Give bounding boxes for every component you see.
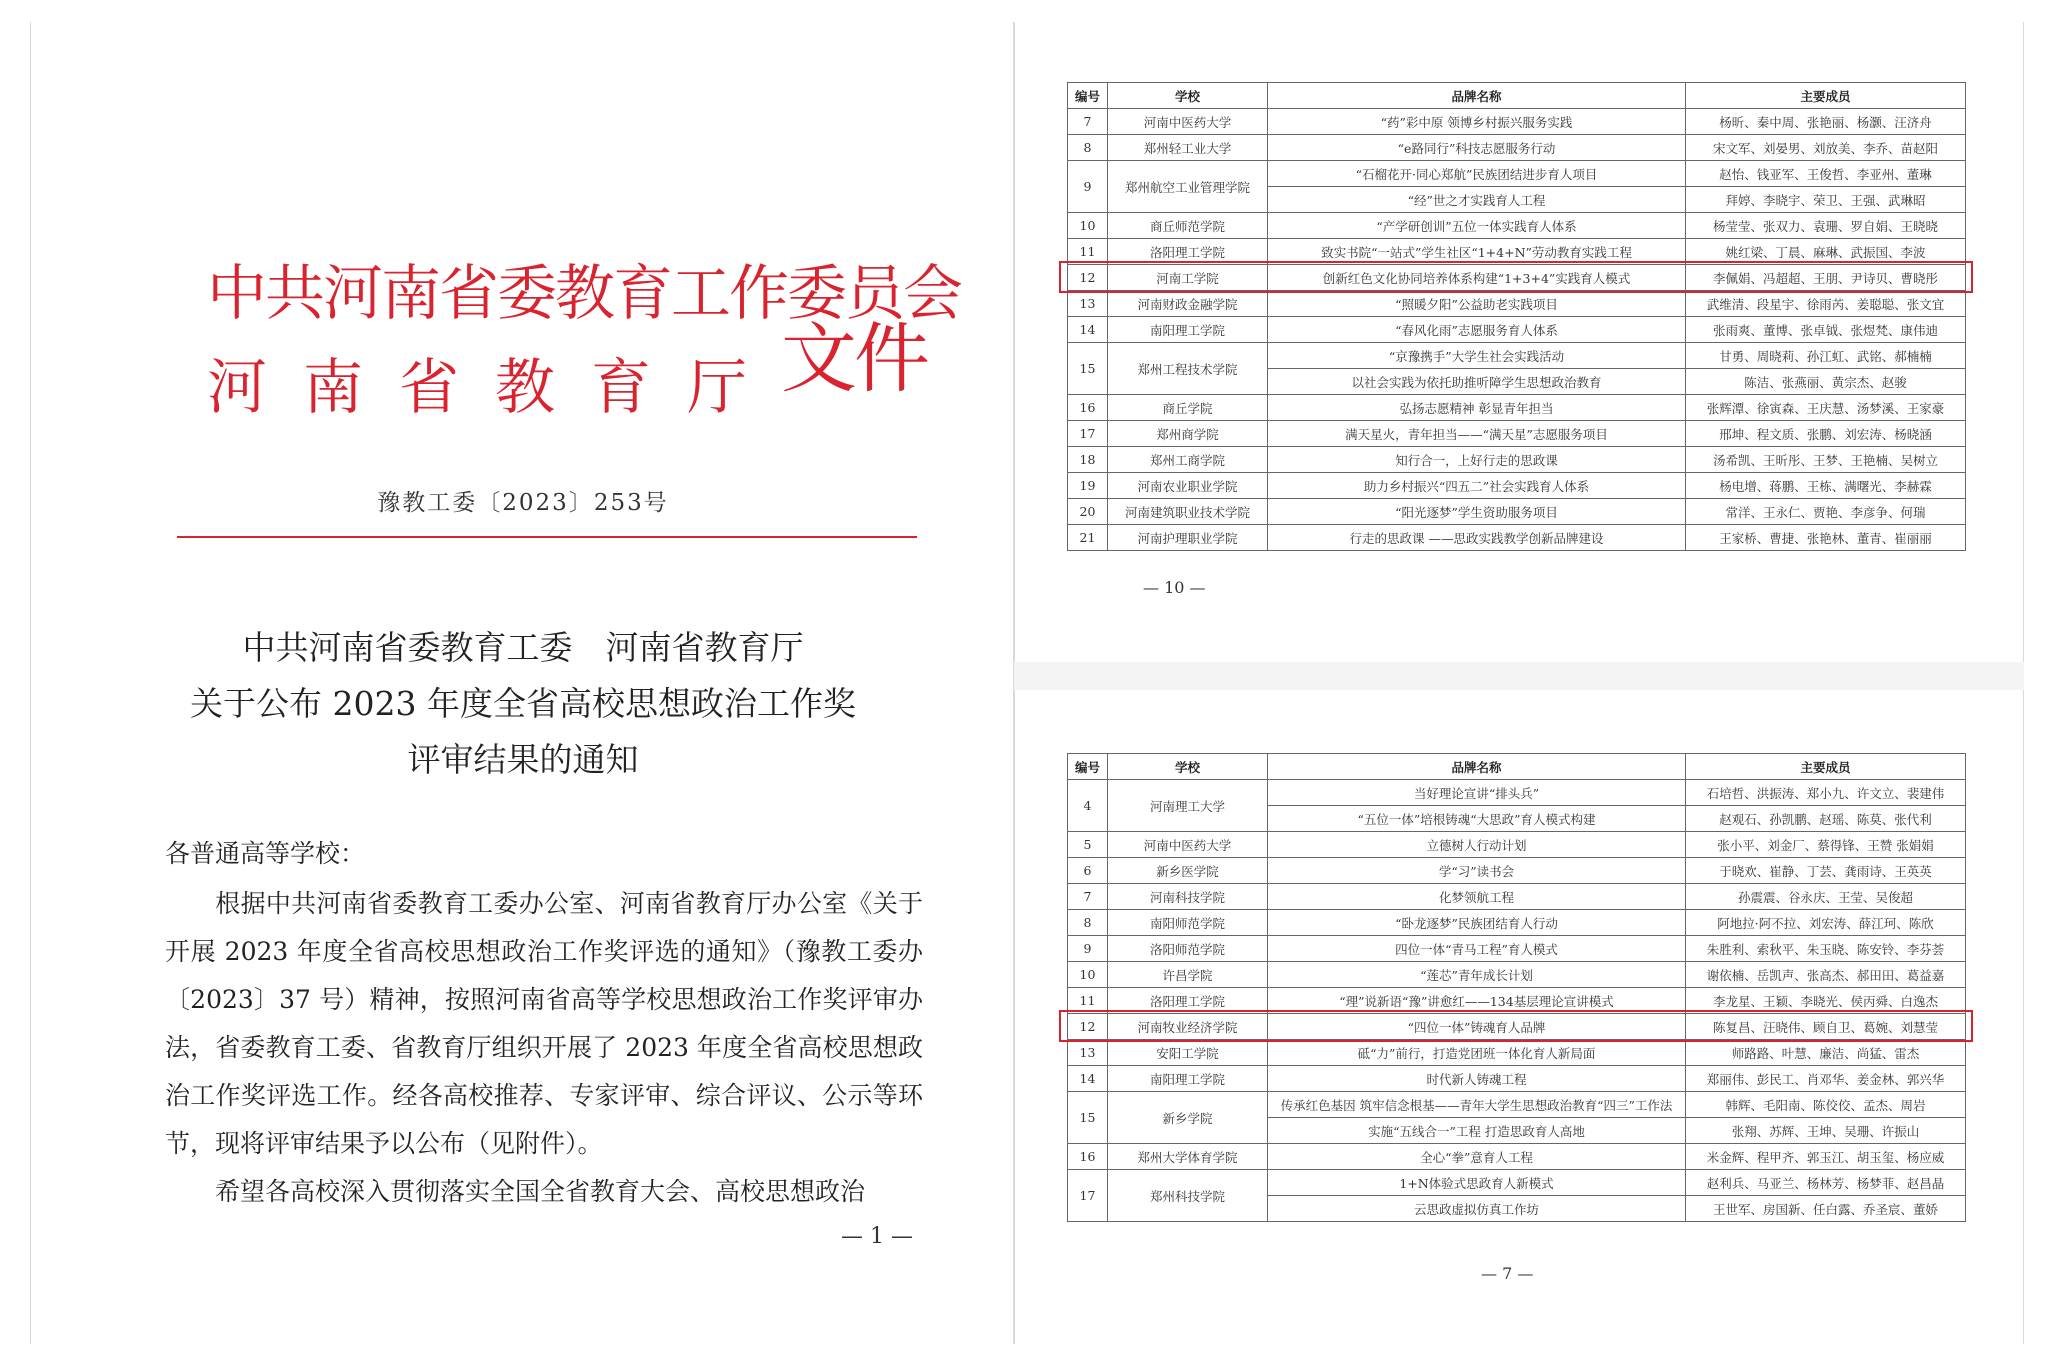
cell-number: 5 [1068,832,1108,858]
table-row [1068,395,1966,421]
cell-members: 于晓欢、崔静、丁芸、龚雨诗、王英英 [1686,858,1966,884]
cell-brand: “莲芯”青年成长计划 [1268,962,1686,988]
attachment-page-7 [1014,690,2024,1344]
body-paragraph-text: 根据中共河南省委教育工委办公室、河南省教育厅办公室《关于开展 2023 年度全省高校思想政治工作奖评选的通知》（豫教工委办〔2023〕37 号）精神，按照河南省高等学校思想政治工作奖评审办法，省委教育工委、省教育厅组织开展了 2023 年度全省高校思想政治工作奖评选工作。经各高校推荐、专家评审、综合评议、公示等环节，现将评审结果予以公布（见附件）。 [165,889,923,1158]
cell-school: 郑州大学体育学院 [1108,1144,1268,1170]
table-row [1068,525,1966,551]
cell-number: 9 [1068,936,1108,962]
table-row [1068,988,1966,1014]
cell-brand: “五位一体”培根铸魂“大思政”育人模式构建 [1268,806,1686,832]
cell-members: 张翔、苏辉、王坤、吴珊、许振山 [1686,1118,1966,1144]
table-row [1068,936,1966,962]
document-title-line-3: 评审结果的通知 [407,740,639,779]
table-row [1068,1040,1966,1066]
cell-brand: 满天星火，青年担当——“满天星”志愿服务项目 [1268,421,1686,447]
cell-school: 郑州轻工业大学 [1108,135,1268,161]
header-number: 编号 [1068,754,1108,780]
cell-school: 河南中医药大学 [1108,832,1268,858]
cell-members: 杨昕、秦中周、张艳丽、杨灏、汪济舟 [1686,109,1966,135]
header-school: 学校 [1108,83,1268,109]
cell-school: 河南工学院 [1108,265,1268,291]
cell-brand: “经”世之才实践育人工程 [1268,187,1686,213]
cell-brand: “阳光逐梦”学生资助服务项目 [1268,499,1686,525]
table-row [1068,858,1966,884]
cell-members: 郑丽伟、彭民工、肖邓华、姜金林、郭兴华 [1686,1066,1966,1092]
cell-school: 洛阳师范学院 [1108,936,1268,962]
document-label: 文件 [781,314,927,403]
cell-brand: 以社会实践为依托助推听障学生思想政治教育 [1268,369,1686,395]
cell-number: 11 [1068,988,1108,1014]
document-number: 豫教工委〔2023〕253号 [377,490,669,516]
cell-brand: 致实书院“一站式”学生社区“1+4+N”劳动教育实践工程 [1268,239,1686,265]
cell-brand: 学“习”读书会 [1268,858,1686,884]
cell-school: 南阳师范学院 [1108,910,1268,936]
cell-members: 孙震震、谷永庆、王莹、吴俊超 [1686,884,1966,910]
cell-brand: “石榴花开·同心郑航”民族团结进步育人项目 [1268,161,1686,187]
table-header-row [1068,754,1966,780]
cell-number: 15 [1068,343,1108,395]
cell-brand: 1+N体验式思政育人新模式 [1268,1170,1686,1196]
cell-school: 河南护理职业学院 [1108,525,1268,551]
cell-number: 14 [1068,317,1108,343]
cell-members: 赵怡、钱亚军、王俊哲、李亚州、董琳 [1686,161,1966,187]
page-number: — 10 — [1143,578,1206,597]
cell-school: 河南科技学院 [1108,884,1268,910]
cell-brand: 四位一体“青马工程”育人模式 [1268,936,1686,962]
cell-brand: 弘扬志愿精神 彰显青年担当 [1268,395,1686,421]
cell-members: 赵观石、孙凯鹏、赵瑶、陈莫、张代利 [1686,806,1966,832]
header-brand: 品牌名称 [1268,83,1686,109]
cell-brand: 云思政虚拟仿真工作坊 [1268,1196,1686,1222]
table-body [1068,109,1966,551]
cell-brand: “四位一体”铸魂育人品牌 [1268,1014,1686,1040]
cell-school: 新乡医学院 [1108,858,1268,884]
cell-brand: “照暖夕阳”公益助老实践项目 [1268,291,1686,317]
cell-brand: 全心“拳”意育人工程 [1268,1144,1686,1170]
cell-school: 商丘师范学院 [1108,213,1268,239]
cell-school: 洛阳理工学院 [1108,988,1268,1014]
cell-members: 王世军、房国新、任白露、乔圣宸、董娇 [1686,1196,1966,1222]
cell-school: 洛阳理工学院 [1108,239,1268,265]
cell-members: 阿地拉·阿不拉、刘宏涛、薛江珂、陈欣 [1686,910,1966,936]
cell-members: 王家桥、曹捷、张艳林、董青、崔丽丽 [1686,525,1966,551]
document-title-line-2: 关于公布 2023 年度全省高校思想政治工作奖 [190,684,856,723]
body-paragraph-2 [165,1168,923,1216]
cell-members: 谢依楠、岳凯声、张高杰、郝田田、葛益嘉 [1686,962,1966,988]
header-brand: 品牌名称 [1268,754,1686,780]
cell-brand: “卧龙逐梦”民族团结育人行动 [1268,910,1686,936]
cell-members: 石培哲、洪振涛、郑小九、许文立、裴建伟 [1686,780,1966,806]
table-row [1068,161,1966,187]
cell-number: 20 [1068,499,1108,525]
cell-brand: 当好理论宣讲“排头兵” [1268,780,1686,806]
cell-number: 9 [1068,161,1108,213]
cell-brand: 传承红色基因 筑牢信念根基——青年大学生思想政治教育“四三”工作法 [1268,1092,1686,1118]
cell-number: 6 [1068,858,1108,884]
table-row [1068,291,1966,317]
cell-number: 17 [1068,1170,1108,1222]
page-number: — 1 — [841,1224,913,1249]
table-row [1068,1014,1966,1040]
table-row [1068,317,1966,343]
cell-school: 河南财政金融学院 [1108,291,1268,317]
cell-school: 安阳工学院 [1108,1040,1268,1066]
cell-school: 商丘学院 [1108,395,1268,421]
cell-members: 张小平、刘金厂、蔡得锋、王赞 张娟娟 [1686,832,1966,858]
table-row [1068,1144,1966,1170]
cell-brand: 时代新人铸魂工程 [1268,1066,1686,1092]
header-members: 主要成员 [1686,83,1966,109]
table-row [1068,910,1966,936]
table-row [1068,473,1966,499]
cell-members: 李佩娟、冯超超、王朋、尹诗贝、曹晓彤 [1686,265,1966,291]
cell-brand: 行走的思政课 ——思政实践教学创新品牌建设 [1268,525,1686,551]
cell-school: 河南中医药大学 [1108,109,1268,135]
cell-number: 8 [1068,910,1108,936]
red-divider [177,536,917,538]
cell-school: 许昌学院 [1108,962,1268,988]
table-row [1068,1066,1966,1092]
cell-number: 21 [1068,525,1108,551]
cell-brand: 助力乡村振兴“四五二”社会实践育人体系 [1268,473,1686,499]
header-number: 编号 [1068,83,1108,109]
cell-school: 郑州工商学院 [1108,447,1268,473]
cell-number: 4 [1068,780,1108,832]
header-members: 主要成员 [1686,754,1966,780]
cell-brand: “京豫携手”大学生社会实践活动 [1268,343,1686,369]
cell-members: 杨电增、蒋鹏、王栋、满曙光、李赫霖 [1686,473,1966,499]
table-row [1068,109,1966,135]
cell-members: 师路路、叶慧、廉洁、尚猛、雷杰 [1686,1040,1966,1066]
cell-members: 常洋、王永仁、贾艳、李彦争、何瑞 [1686,499,1966,525]
cell-members: 杨莹莹、张双力、袁珊、罗自娟、王晓晓 [1686,213,1966,239]
table-row [1068,213,1966,239]
cell-school: 河南牧业经济学院 [1108,1014,1268,1040]
cell-members: 姚红梁、丁晨、麻琳、武振国、李波 [1686,239,1966,265]
notice-first-page [30,22,1014,1344]
table-row [1068,421,1966,447]
cell-number: 10 [1068,962,1108,988]
table-row [1068,884,1966,910]
cell-brand: “药”彩中原 领博乡村振兴服务实践 [1268,109,1686,135]
cell-number: 16 [1068,1144,1108,1170]
cell-school: 南阳理工学院 [1108,1066,1268,1092]
table-row [1068,343,1966,369]
cell-school: 河南建筑职业技术学院 [1108,499,1268,525]
cell-number: 12 [1068,1014,1108,1040]
cell-members: 陈复昌、汪晓伟、顾自卫、葛婉、刘慧莹 [1686,1014,1966,1040]
cell-members: 汤希凯、王昕彤、王梦、王艳楠、吴树立 [1686,447,1966,473]
cell-school: 南阳理工学院 [1108,317,1268,343]
cell-brand: 砥“力”前行，打造党团班一体化育人新局面 [1268,1040,1686,1066]
cell-number: 18 [1068,447,1108,473]
cell-number: 19 [1068,473,1108,499]
cell-brand: “春风化雨”志愿服务育人体系 [1268,317,1686,343]
table-row [1068,832,1966,858]
cell-school: 河南理工大学 [1108,780,1268,832]
table-row [1068,499,1966,525]
table-row [1068,265,1966,291]
cell-members: 李龙星、王颖、李晓光、侯丙舜、白逸杰 [1686,988,1966,1014]
table-row [1068,780,1966,806]
cell-school: 郑州商学院 [1108,421,1268,447]
cell-brand: 实施“五线合一”工程 打造思政育人高地 [1268,1118,1686,1144]
cell-brand: 知行合一，上好行走的思政课 [1268,447,1686,473]
page-gap [1014,662,2024,690]
header-school: 学校 [1108,754,1268,780]
cell-number: 10 [1068,213,1108,239]
award-table-top [1067,82,1966,551]
cell-members: 米金辉、程甲齐、郭玉江、胡玉玺、杨应威 [1686,1144,1966,1170]
cell-number: 7 [1068,884,1108,910]
issuer-name-line-2: 河南省教育厅 [207,353,783,423]
cell-members: 邢坤、程文质、张鹏、刘宏涛、杨晓涵 [1686,421,1966,447]
cell-brand: “产学研创训”五位一体实践育人体系 [1268,213,1686,239]
cell-members: 甘勇、周晓莉、孙江虹、武铭、郝楠楠 [1686,343,1966,369]
salutation: 各普通高等学校： [165,839,366,868]
cell-number: 11 [1068,239,1108,265]
cell-school: 河南农业职业学院 [1108,473,1268,499]
cell-members: 陈洁、张燕丽、黄宗杰、赵骏 [1686,369,1966,395]
cell-number: 17 [1068,421,1108,447]
cell-members: 拜婷、李晓宇、荣卫、王强、武琳昭 [1686,187,1966,213]
cell-brand: 立德树人行动计划 [1268,832,1686,858]
table-body [1068,780,1966,1222]
award-table-bottom [1067,753,1966,1222]
cell-number: 13 [1068,1040,1108,1066]
cell-number: 12 [1068,265,1108,291]
cell-members: 宋文军、刘晏男、刘放美、李乔、苗赵阳 [1686,135,1966,161]
cell-brand: “理”说新语“豫”讲愈红——134基层理论宣讲模式 [1268,988,1686,1014]
body-paragraph [165,880,923,1168]
cell-members: 张雨爽、董博、张卓钺、张煜梵、康伟迪 [1686,317,1966,343]
cell-brand: 创新红色文化协同培养体系构建“1+3+4”实践育人模式 [1268,265,1686,291]
table-row [1068,1092,1966,1118]
document-title-line-1: 中共河南省委教育工委 河南省教育厅 [242,628,804,667]
cell-school: 郑州工程技术学院 [1108,343,1268,395]
cell-school: 郑州科技学院 [1108,1170,1268,1222]
table-row [1068,239,1966,265]
cell-members: 张辉潭、徐寅森、王庆慧、汤梦溪、王家豪 [1686,395,1966,421]
cell-school: 郑州航空工业管理学院 [1108,161,1268,213]
cell-number: 13 [1068,291,1108,317]
issuer-name-line-1: 中共河南省委教育工作委员会 [207,259,961,329]
cell-school: 新乡学院 [1108,1092,1268,1144]
attachment-page-10 [1014,22,2024,662]
table-header-row [1068,83,1966,109]
table-row [1068,962,1966,988]
table-row [1068,1170,1966,1196]
cell-members: 武维清、段星宇、徐雨芮、姜聪聪、张文宜 [1686,291,1966,317]
cell-number: 8 [1068,135,1108,161]
page-number: — 7 — [1481,1264,1534,1283]
cell-members: 朱胜利、索秋平、朱玉晓、陈安铃、李芬荟 [1686,936,1966,962]
cell-members: 赵利兵、马亚兰、杨林芳、杨梦菲、赵昌晶 [1686,1170,1966,1196]
cell-number: 7 [1068,109,1108,135]
table-row [1068,447,1966,473]
table-row [1068,135,1966,161]
cell-number: 14 [1068,1066,1108,1092]
cell-number: 15 [1068,1092,1108,1144]
cell-brand: 化梦领航工程 [1268,884,1686,910]
body-paragraph-2-text: 希望各高校深入贯彻落实全国全省教育大会、高校思想政治 [215,1177,866,1206]
cell-members: 韩辉、毛阳南、陈佼佼、孟杰、周岩 [1686,1092,1966,1118]
cell-number: 16 [1068,395,1108,421]
cell-brand: “e路同行”科技志愿服务行动 [1268,135,1686,161]
